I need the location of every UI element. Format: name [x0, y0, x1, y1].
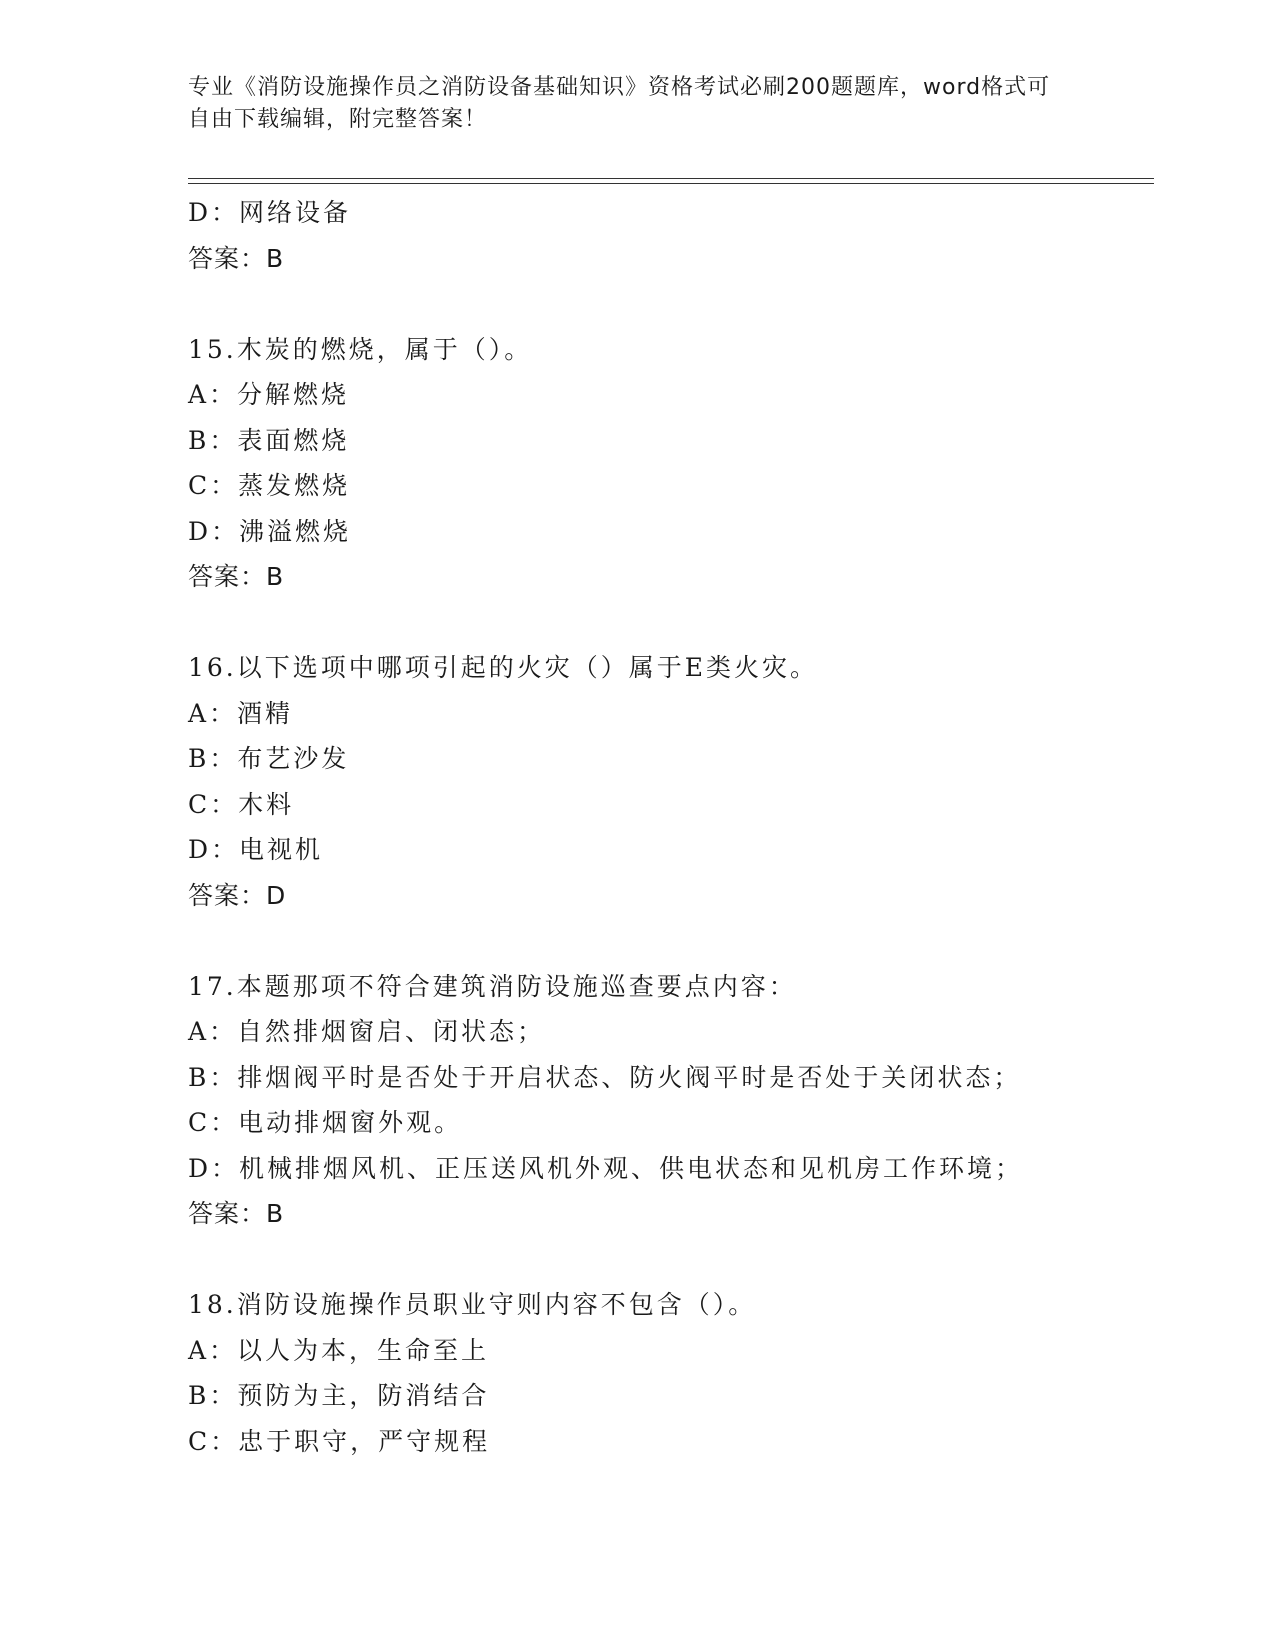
- question-list: [188, 190, 1128, 1464]
- question-stem: 15.木炭的燃烧，属于（）。: [188, 334, 533, 364]
- option-a: A：酒精: [188, 698, 294, 728]
- spacer: [188, 918, 1128, 964]
- option-c: C：蒸发燃烧: [188, 471, 351, 500]
- spacer: [188, 1237, 1128, 1283]
- option-a: A：以人为本，生命至上: [188, 1335, 490, 1365]
- option-d: D：机械排烟风机、正压送风机外观、供电状态和见机房工作环境；: [188, 1153, 1024, 1183]
- question-16: [188, 645, 1128, 918]
- question-stem: 18.消防设施操作员职业守则内容不包含（）。: [188, 1290, 757, 1319]
- option-b: B：排烟阀平时是否处于开启状态、防火阀平时是否处于关闭状态；: [188, 1062, 1022, 1092]
- prev-answer: 答案：B: [188, 243, 285, 273]
- option-a: A：分解燃烧: [188, 380, 350, 409]
- page-header: 专业《消防设施操作员之消防设备基础知识》资格考试必刷200题题库，word格式可自由下载编辑，附完整答案！: [188, 75, 1051, 132]
- question-stem: 17.本题那项不符合建筑消防设施巡查要点内容：: [188, 971, 797, 1001]
- spacer: [188, 281, 1128, 327]
- question-18: [188, 1282, 1128, 1464]
- answer: 答案：D: [188, 880, 287, 910]
- header-rule-top: [188, 178, 1154, 179]
- option-a: A：自然排烟窗启、闭状态；: [188, 1017, 546, 1046]
- option-d: D：电视机: [188, 835, 324, 864]
- question-15: [188, 327, 1128, 600]
- option-c: C：木料: [188, 789, 295, 819]
- option-d: D：沸溢燃烧: [188, 516, 352, 546]
- option-b: B：预防为主，防消结合: [188, 1381, 490, 1410]
- option-b: B：表面燃烧: [188, 425, 350, 455]
- question-stem: 16.以下选项中哪项引起的火灾（）属于E类火灾。: [188, 653, 819, 682]
- header-rule-bottom: [188, 183, 1154, 184]
- prev-option-d: D：网络设备: [188, 198, 352, 227]
- answer: 答案：B: [188, 562, 285, 591]
- spacer: [188, 600, 1128, 646]
- option-c: C：忠于职守，严守规程: [188, 1426, 491, 1456]
- option-c: C：电动排烟窗外观。: [188, 1108, 463, 1137]
- option-b: B：布艺沙发: [188, 744, 350, 773]
- answer: 答案：B: [188, 1199, 285, 1228]
- question-17: [188, 964, 1128, 1237]
